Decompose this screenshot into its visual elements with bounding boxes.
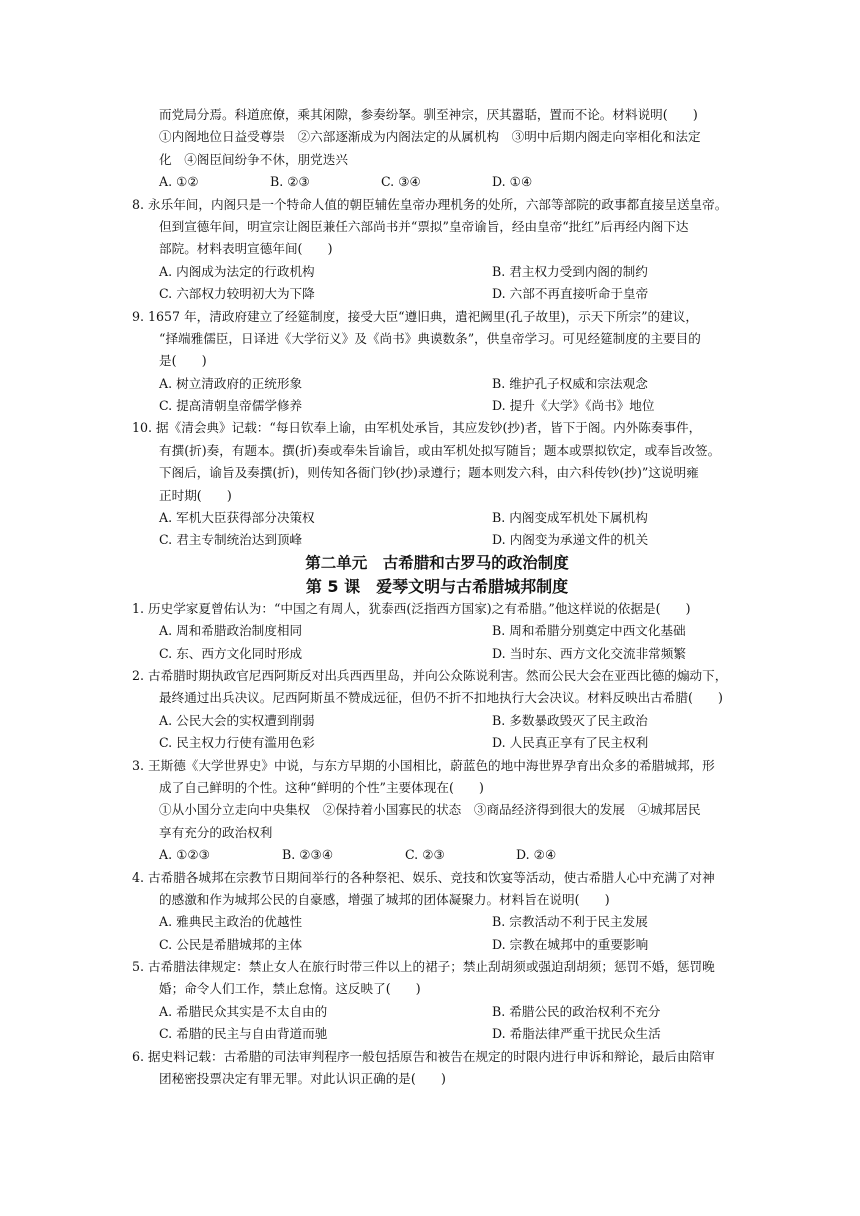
options-row (132, 1001, 742, 1023)
question-text: 的感激和作为城邦公民的自豪感，增强了城邦的团体凝聚力。材料旨在说明( ) (159, 891, 610, 907)
options-row (132, 643, 742, 665)
question-stem: 5. 古希腊法律规定：禁止女人在旅行时带三件以上的裙子；禁止刮胡须或强迫刮胡须；惩罚不婚，惩罚晚 (132, 959, 715, 975)
option-d: D. 希脂法律严重干扰民众生活 (492, 1026, 661, 1042)
question-10 (132, 417, 742, 551)
lesson-title: 第 5 课 爱琴文明与古希腊城邦制度 (305, 576, 569, 596)
option-a: A. 公民大会的实权遭到削弱 (159, 712, 315, 728)
question-text: 但到宣德年间，明宣宗让阁臣兼任六部尚书并“票拟”皇帝谕旨，经由皇帝“批红”后再经内阁下达 (159, 218, 689, 234)
options-row (132, 732, 742, 754)
option-b: B. 宗教活动不利于民主发展 (492, 914, 648, 930)
option-c: C. 君主专制统治达到顶峰 (159, 532, 303, 548)
question-2 (132, 665, 742, 755)
option-b: B. 维护孔子权威和宗法观念 (492, 375, 648, 391)
options-row (132, 507, 742, 529)
question-stem: 8. 永乐年间，内阁只是一个特命人值的朝臣辅佐皇帝办理机务的处所，六部等部院的政事都直接呈送皇帝。 (132, 196, 728, 212)
options-row (132, 710, 742, 732)
question-text: 婚；命令人们工作，禁止怠惰。这反映了( ) (159, 981, 421, 997)
option-b: B. 内阁变成军机处下属机构 (492, 510, 648, 526)
option-c: C. 民主权力行使有滥用色彩 (159, 735, 315, 751)
unit-title: 第二单元 古希腊和古罗马的政治制度 (305, 553, 569, 572)
option-b: B. 希腊公民的政治权利不充分 (492, 1003, 661, 1019)
option-c: C. 提高清朝皇帝儒学修养 (159, 398, 303, 414)
question-4 (132, 867, 742, 957)
option-a: A. ①②③ (159, 847, 210, 863)
option-b: B. ②③ (270, 174, 310, 190)
question-stem: 4. 古希腊各城邦在宗教节日期间举行的各种祭祀、娱乐、竞技和饮宴等活动，使古希腊人心中充满了对神 (132, 869, 715, 885)
option-d: D. 内阁变为承递文件的机关 (492, 532, 649, 548)
question-text: 最终通过出兵决议。尼西阿斯虽不赞成远征，但仍不折不扣地执行大会决议。材料反映出古希腊( ) (159, 690, 723, 706)
option-d: D. 当时东、西方文化交流非常频繁 (492, 645, 686, 661)
question-5 (132, 956, 742, 1046)
question-stem: 6. 据史料记载：古希腊的司法审判程序一般包括原告和被告在规定的时限内进行申诉和辩论，最后由陪审 (132, 1048, 715, 1064)
question-9 (132, 306, 742, 418)
question-statements: 化 ④阁臣间纷争不休，朋党迭兴 (159, 151, 348, 167)
option-c: C. 公民是希腊城邦的主体 (159, 936, 303, 952)
question-statements: ①从小国分立走向中央集权 ②保持着小国寡民的状态 ③商品经济得到很大的发展 ④城邦居民 (159, 802, 701, 818)
options-row (132, 529, 742, 551)
question-text: 是( ) (159, 353, 207, 369)
option-a: A. 雅典民主政治的优越性 (159, 914, 303, 930)
option-d: D. 提升《大学》《尚书》地位 (492, 398, 655, 414)
options-row (132, 911, 742, 933)
question-3 (132, 755, 742, 867)
question-text: 正时期( ) (159, 487, 232, 503)
question-text: 团秘密投票决定有罪无罪。对此认识正确的是( ) (159, 1071, 446, 1087)
option-a: A. 军机大臣获得部分决策权 (159, 510, 315, 526)
option-c: C. ③④ (381, 174, 421, 190)
options-row (132, 283, 742, 305)
options-row (132, 395, 742, 417)
option-d: D. ②④ (516, 847, 557, 863)
question-text: 部院。材料表明宣德年间( ) (159, 241, 333, 257)
question-stem: 10. 据《清会典》记载：“每日钦奉上谕，由军机处承旨，其应发钞(抄)者，皆下于阁。内外陈奏事件， (132, 420, 702, 436)
option-c: C. 东、西方文化同时形成 (159, 645, 303, 661)
option-b: B. 多数暴政毁灭了民主政治 (492, 712, 648, 728)
option-d: D. 宗教在城邦中的重要影响 (492, 936, 649, 952)
page-content (132, 104, 742, 1090)
option-b: B. ②③④ (282, 847, 334, 863)
options-row (132, 844, 742, 866)
options-row (132, 261, 742, 283)
option-d: D. 人民真正享有了民主权利 (492, 735, 649, 751)
question-statements: 享有充分的政治权利 (159, 824, 273, 840)
option-b: B. 周和希腊分别奠定中西文化基础 (492, 623, 686, 639)
option-c: C. 希腊的民主与自由背道而驰 (159, 1026, 328, 1042)
option-a: A. 树立清政府的正统形象 (159, 375, 303, 391)
question-stem: 9. 1657 年，清政府建立了经筵制度，接受大臣“遵旧典，遣祀阙里(孔子故里)，示天下所宗”的建议， (132, 308, 698, 324)
options-row (132, 373, 742, 395)
question-statements: ①内阁地位日益受尊崇 ②六部逐渐成为内阁法定的从属机构 ③明中后期内阁走向宰相化和法定 (159, 129, 701, 145)
question-stem: 2. 古希腊时期执政官尼西阿斯反对出兵西西里岛，并向公众陈说利害。然而公民大会在亚西比德的煽动下， (132, 667, 728, 683)
option-c: C. ②③ (405, 847, 445, 863)
option-a: A. ①② (159, 174, 199, 190)
options-row (132, 1023, 742, 1045)
option-c: C. 六部权力较明初大为下降 (159, 286, 315, 302)
question-stem: 1. 历史学家夏曾佑认为：“中国之有周人，犹泰西(泛指西方国家)之有希腊。”他这样说的依据是( ) (132, 600, 691, 616)
question-8 (132, 194, 742, 306)
option-b: B. 君主权力受到内阁的制约 (492, 263, 648, 279)
option-a: A. 周和希腊政治制度相同 (159, 623, 303, 639)
options-row (132, 171, 742, 193)
options-row (132, 620, 742, 642)
question-stem: 3. 王斯德《大学世界史》中说，与东方早期的小国相比，蔚蓝色的地中海世界孕育出众多的希腊城邦，形 (132, 757, 715, 773)
question-text: 有撰(折)奏，有题本。撰(折)奏或奉朱旨谕旨，或由军机处拟写随旨；题本或票拟钦定，或奉旨改签。 (159, 442, 721, 458)
question-text: 而党局分焉。科道庶僚，乘其闲隙，参奏纷拏。驯至神宗，厌其嚣聒，置而不论。材料说明( ) (159, 107, 698, 122)
options-row (132, 934, 742, 956)
question-text: 成了自己鲜明的个性。这种“鲜明的个性”主要体现在( ) (159, 779, 484, 795)
option-d: D. 六部不再直接听命于皇帝 (492, 286, 649, 302)
option-a: A. 希腊民众其实是不太自由的 (159, 1003, 328, 1019)
question-text: 下阁后，谕旨及奏撰(折)，则传知各衙门钞(抄)录遵行；题本则发六科，由六科传钞(抄)”这说明雍 (159, 465, 699, 481)
option-a: A. 内阁成为法定的行政机构 (159, 263, 315, 279)
option-d: D. ①④ (492, 174, 533, 190)
question-7-continued (132, 104, 742, 194)
question-text: “择端雅儒臣，日译进《大学衍义》及《尚书》典谟数条”，供皇帝学习。可见经筵制度的主要目的 (159, 330, 701, 346)
question-6 (132, 1046, 742, 1091)
question-1 (132, 598, 742, 665)
